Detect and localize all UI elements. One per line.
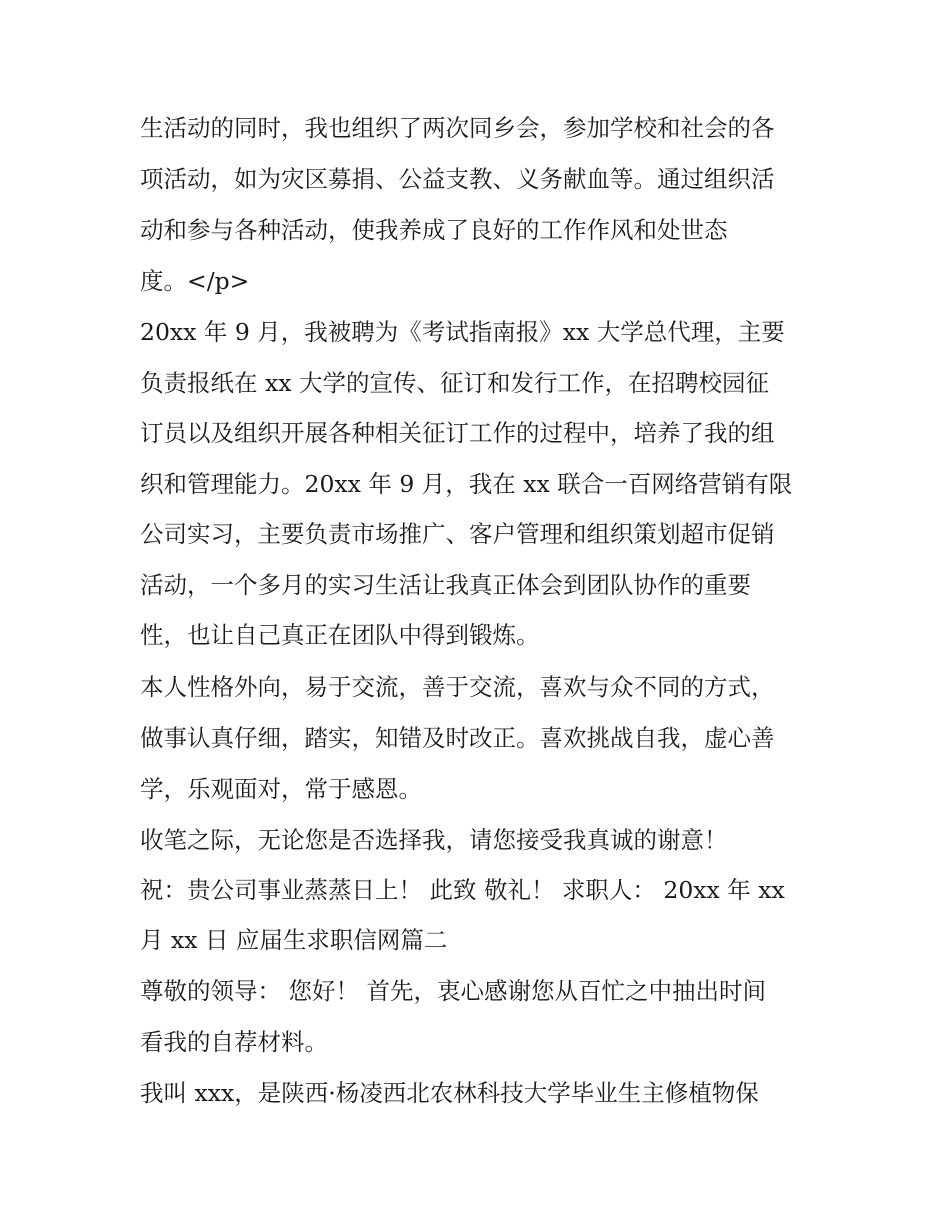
text-line: 订员以及组织开展各种相关征订工作的过程中，培养了我的组 [140,419,775,447]
text-line: 尊敬的领导： 您好！ 首先，衷心感谢您从百忙之中抽出时间 [140,977,766,1005]
text-line: 项活动，如为灾区募捐、公益支教、义务献血等。通过组织活 [140,165,775,193]
text-line: 度。</p> [140,267,250,295]
text-line: 织和管理能力。20xx 年 9 月，我在 xx 联合一百网络营销有限 [140,470,793,498]
text-line: 学，乐观面对，常于感恩。 [140,775,422,803]
text-line: 活动，一个多月的实习生活让我真正体会到团队协作的重要 [140,571,751,599]
text-line: 看我的自荐材料。 [140,1028,328,1056]
text-line: 月 xx 日 应届生求职信网篇二 [140,926,448,954]
text-line: 负责报纸在 xx 大学的宣传、征订和发行工作，在招聘校园征 [140,369,769,397]
text-line: 公司实习，主要负责市场推广、客户管理和组织策划超市促销 [140,520,775,548]
text-line: 20xx 年 9 月，我被聘为《考试指南报》xx 大学总代理，主要 [140,318,785,346]
text-line: 本人性格外向，易于交流，善于交流，喜欢与众不同的方式， [140,673,775,701]
text-line: 性，也让自己真正在团队中得到锻炼。 [140,621,540,649]
text-line: 动和参与各种活动，使我养成了良好的工作作风和处世态 [140,216,728,244]
text-line: 我叫 xxx，是陕西·杨凌西北农林科技大学毕业生主修植物保 [140,1079,759,1107]
text-line: 做事认真仔细，踏实，知错及时改正。喜欢挑战自我，虚心善 [140,724,775,752]
text-line: 收笔之际，无论您是否选择我，请您接受我真诚的谢意！ [140,826,728,854]
text-line: 祝：贵公司事业蒸蒸日上！ 此致 敬礼！ 求职人： 20xx 年 xx [140,876,785,904]
text-line: 生活动的同时，我也组织了两次同乡会，参加学校和社会的各 [140,114,775,142]
